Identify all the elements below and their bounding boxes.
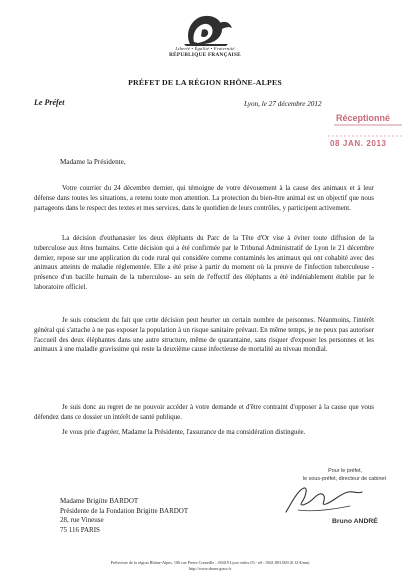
page-footer xyxy=(60,560,360,572)
stamp-label: Réceptionné xyxy=(336,113,391,123)
footer-website: http://www.rhone.gouv.fr xyxy=(188,566,232,571)
stamp-date: 08 JAN. 2013 xyxy=(330,139,387,148)
paragraph-text: Je suis conscient du fait que cette décision peut heurter un certain nombre de personnes. Néanmoins, l'intérêt général qui s'attache à ne pas exposer la population à un risque sanitaire prévaut. En même temps, je ne peux pas autoriser l'accueil des deux éléphantes dans une autre structure, même de quarantaine, sans risquer d'exposer les personnes et les animaux à une maladie gravissime qui reste la deuxième cause infectieuse de mortalité au niveau mondial. xyxy=(34,317,374,354)
recipient-address xyxy=(60,497,188,535)
republic-name: RÉPUBLIQUE FRANÇAISE xyxy=(169,52,241,58)
body-paragraph xyxy=(34,428,374,438)
footer-address: Préfecture de la région Rhône-Alpes, 106 rue Pierre Corneille – 69419 Lyon cedex 03 - tél : 0821.803.069 (0.12 €/mn) xyxy=(110,560,310,565)
paragraph-text: La décision d'euthanasier les deux éléphants du Parc de la Tête d'Or vise à éviter toute diffusion de la tuberculose aux êtres humains. Cette décision qui a été confirmée par le Tribunal Administratif de Lyon le 21 décembre dernier, repose sur une application du code rural qui considère comme contaminés les animaux qui ont cohabité avec des animaux atteints de maladie réglementée. Elle a été prise à partir du moment où la preuve de l'infection tuberculeuse -présence d'un bacille humain de la tuberculose- au sein de l'effectif des éléphants a été indéniablement établie par le laboratoire officiel. xyxy=(34,235,374,291)
recipient-street: 28, rue Vineuse xyxy=(60,516,104,525)
paragraph-text: Votre courrier du 24 décembre dernier, qui témoigne de votre dévouement à la cause des animaux et à leur défense dans toutes les situations, a retenu toute mon attention. La protection du bien-être animal est un objectif que nous partageons dans le respect des textes et mes services, dans le quotidien de leurs contrôles, y participent activement. xyxy=(34,185,374,212)
republic-motto: Liberté • Égalité • Fraternité xyxy=(175,46,235,51)
paragraph-text: Je suis donc au regret de ne pouvoir accéder à votre demande et d'être contraint d'opposer à la cause que vous défendez dans ce dossier un intérêt de santé publique. xyxy=(34,404,374,421)
signature-line-2: le sous-préfet, directeur de cabinet xyxy=(302,476,386,482)
recipient-title: Présidente de la Fondation Brigitte BARDOT xyxy=(60,506,189,515)
sender-label: Le Préfet xyxy=(34,98,65,107)
handwritten-signature-icon xyxy=(278,482,366,518)
body-paragraph xyxy=(34,234,374,293)
signature-block xyxy=(272,468,392,540)
salutation: Madame la Présidente, xyxy=(60,158,126,166)
recipient-name: Madame Brigitte BARDOT xyxy=(60,497,139,505)
recipient-city: 75 116 PARIS xyxy=(60,525,100,534)
body-paragraph xyxy=(34,184,374,213)
received-stamp xyxy=(296,112,404,158)
signature-line-1: Pour le préfet, xyxy=(328,468,362,474)
signatory-name: Bruno ANDRÉ xyxy=(332,518,378,525)
body-paragraph xyxy=(34,403,374,423)
paragraph-text: Je vous prie d'agréer, Madame la Présidente, l'assurance de ma considération distinguée. xyxy=(62,429,306,436)
prefecture-title: PRÉFET DE LA RÉGION RHÔNE-ALPES xyxy=(128,78,282,87)
body-paragraph xyxy=(34,316,374,355)
letter-date: Lyon, le 27 décembre 2012 xyxy=(244,100,322,108)
